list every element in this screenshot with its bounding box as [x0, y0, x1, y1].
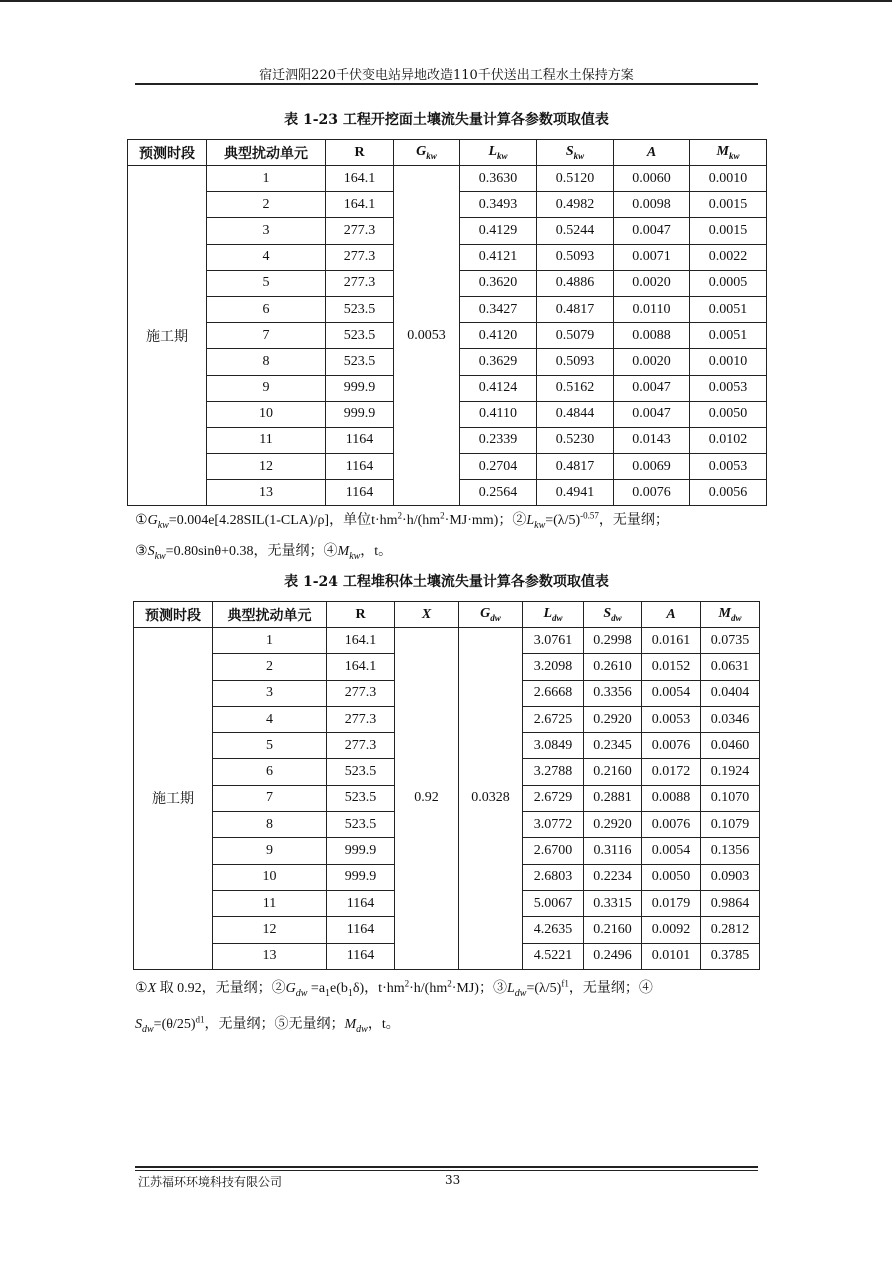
unit-cell: 2: [207, 192, 326, 218]
m-cell: 0.0050: [690, 401, 767, 427]
l-cell: 0.2339: [460, 427, 537, 453]
m-cell: 0.0051: [690, 296, 767, 322]
s-cell: 0.3116: [584, 838, 642, 864]
m-cell: 0.1356: [701, 838, 760, 864]
m-cell: 0.0015: [690, 218, 767, 244]
m-cell: 0.0460: [701, 733, 760, 759]
a-cell: 0.0071: [614, 244, 690, 270]
header-a: A: [642, 602, 701, 628]
unit-cell: 9: [213, 838, 327, 864]
x-cell: 0.92: [395, 628, 459, 970]
l-cell: 5.0067: [523, 890, 584, 916]
header-l: $L_{kw}$: [460, 140, 537, 166]
r-cell: 164.1: [327, 628, 395, 654]
r-cell: 1164: [326, 454, 394, 480]
a-cell: 0.0047: [614, 375, 690, 401]
footer-company: 江苏福环环境科技有限公司: [138, 1175, 283, 1189]
r-cell: 523.5: [326, 296, 394, 322]
l-cell: 2.6668: [523, 680, 584, 706]
s-cell: 0.2160: [584, 917, 642, 943]
r-cell: 1164: [327, 943, 395, 969]
footer-rule-thin: [135, 1170, 758, 1171]
a-cell: 0.0076: [642, 812, 701, 838]
a-cell: 0.0060: [614, 166, 690, 192]
m-cell: 0.0010: [690, 349, 767, 375]
header-unit: 典型扰动单元: [213, 602, 327, 628]
s-cell: 0.2610: [584, 654, 642, 680]
r-cell: 164.1: [327, 654, 395, 680]
a-cell: 0.0110: [614, 296, 690, 322]
s-cell: 0.4844: [537, 401, 614, 427]
l-cell: 0.2704: [460, 454, 537, 480]
unit-cell: 3: [207, 218, 326, 244]
top-border: [0, 0, 892, 2]
unit-cell: 5: [207, 270, 326, 296]
m-cell: 0.0404: [701, 680, 760, 706]
r-cell: 164.1: [326, 166, 394, 192]
m-cell: 0.0015: [690, 192, 767, 218]
s-cell: 0.5120: [537, 166, 614, 192]
l-cell: 3.2788: [523, 759, 584, 785]
period-cell: 施工期: [128, 166, 207, 506]
a-cell: 0.0047: [614, 401, 690, 427]
m-cell: 0.0631: [701, 654, 760, 680]
unit-cell: 13: [207, 480, 326, 506]
table-1-23-note-1: $①G_{kw}=0.004e[4.28SIL(1-CLA)/\rho]$，单位$t\cdot hm^2\cdot h/(hm^2\cdot MJ\cdot mm)$；$②L_{kw}=(\lambda/5)^{-0.57}$，无量纲；: [135, 510, 669, 531]
l-cell: 0.3630: [460, 166, 537, 192]
s-cell: 0.5244: [537, 218, 614, 244]
unit-cell: 10: [207, 401, 326, 427]
g-cell: 0.0053: [394, 166, 460, 506]
unit-cell: 6: [213, 759, 327, 785]
r-cell: 999.9: [326, 401, 394, 427]
s-cell: 0.5230: [537, 427, 614, 453]
unit-cell: 3: [213, 680, 327, 706]
a-cell: 0.0076: [614, 480, 690, 506]
r-cell: 277.3: [326, 244, 394, 270]
m-cell: 0.0022: [690, 244, 767, 270]
r-cell: 1164: [327, 890, 395, 916]
m-cell: 0.1079: [701, 812, 760, 838]
r-cell: 164.1: [326, 192, 394, 218]
l-cell: 2.6803: [523, 864, 584, 890]
r-cell: 277.3: [327, 706, 395, 732]
r-cell: 277.3: [326, 218, 394, 244]
header-m: $M_{kw}$: [690, 140, 767, 166]
table-header-row: [134, 602, 760, 628]
l-cell: 3.0772: [523, 812, 584, 838]
page-header: 宿迁泗阳220千伏变电站异地改造110千伏送出工程水土保持方案: [259, 68, 634, 83]
m-cell: 0.0051: [690, 323, 767, 349]
footer-rule: [135, 1166, 758, 1168]
s-cell: 0.3315: [584, 890, 642, 916]
r-cell: 277.3: [327, 680, 395, 706]
r-cell: 1164: [326, 480, 394, 506]
s-cell: 0.5079: [537, 323, 614, 349]
unit-cell: 13: [213, 943, 327, 969]
s-cell: 0.2920: [584, 812, 642, 838]
s-cell: 0.4982: [537, 192, 614, 218]
l-cell: 3.0761: [523, 628, 584, 654]
a-cell: 0.0076: [642, 733, 701, 759]
header-r: R: [327, 602, 395, 628]
m-cell: 0.0056: [690, 480, 767, 506]
r-cell: 999.9: [327, 838, 395, 864]
table-1-24-note-2: $S_{dw}=(\theta/25)^{d1}$，无量纲；⑤无量纲；$M_{dw}$，t。: [135, 1014, 400, 1035]
s-cell: 0.2920: [584, 706, 642, 732]
l-cell: 0.3493: [460, 192, 537, 218]
s-cell: 0.2881: [584, 785, 642, 811]
l-cell: 0.3629: [460, 349, 537, 375]
l-cell: 3.2098: [523, 654, 584, 680]
a-cell: 0.0054: [642, 680, 701, 706]
m-cell: 0.1070: [701, 785, 760, 811]
table-1-23: [127, 139, 767, 506]
header-s: $S_{dw}$: [584, 602, 642, 628]
a-cell: 0.0047: [614, 218, 690, 244]
l-cell: 0.2564: [460, 480, 537, 506]
l-cell: 0.4121: [460, 244, 537, 270]
header-x: X: [395, 602, 459, 628]
r-cell: 999.9: [326, 375, 394, 401]
s-cell: 0.4941: [537, 480, 614, 506]
period-cell: 施工期: [134, 628, 213, 970]
l-cell: 0.3620: [460, 270, 537, 296]
table-header-row: [128, 140, 767, 166]
m-cell: 0.0102: [690, 427, 767, 453]
l-cell: 0.3427: [460, 296, 537, 322]
l-cell: 2.6725: [523, 706, 584, 732]
header-period: 预测时段: [134, 602, 213, 628]
unit-cell: 8: [213, 812, 327, 838]
r-cell: 277.3: [327, 733, 395, 759]
a-cell: 0.0098: [614, 192, 690, 218]
a-cell: 0.0179: [642, 890, 701, 916]
a-cell: 0.0152: [642, 654, 701, 680]
a-cell: 0.0143: [614, 427, 690, 453]
l-cell: 4.2635: [523, 917, 584, 943]
a-cell: 0.0020: [614, 349, 690, 375]
a-cell: 0.0092: [642, 917, 701, 943]
s-cell: 0.2998: [584, 628, 642, 654]
s-cell: 0.5162: [537, 375, 614, 401]
r-cell: 523.5: [327, 759, 395, 785]
unit-cell: 12: [213, 917, 327, 943]
m-cell: 0.9864: [701, 890, 760, 916]
a-cell: 0.0161: [642, 628, 701, 654]
table-1-24-note-1: ①X 取 0.92，无量纲；$②G_{dw} =a_1e(b_1\delta)$，$t\cdot hm^2\cdot h/(hm^2\cdot MJ)$；$③L_{dw}=(\lambda/5)^{f1}$，无量纲；④: [135, 978, 653, 999]
r-cell: 523.5: [327, 812, 395, 838]
header-unit: 典型扰动单元: [207, 140, 326, 166]
m-cell: 0.0346: [701, 706, 760, 732]
page-number: 33: [445, 1173, 461, 1187]
unit-cell: 4: [207, 244, 326, 270]
header-rule: [135, 83, 758, 85]
m-cell: 0.0053: [690, 375, 767, 401]
unit-cell: 8: [207, 349, 326, 375]
r-cell: 523.5: [326, 349, 394, 375]
r-cell: 999.9: [327, 864, 395, 890]
r-cell: 523.5: [326, 323, 394, 349]
a-cell: 0.0101: [642, 943, 701, 969]
unit-cell: 1: [207, 166, 326, 192]
s-cell: 0.2234: [584, 864, 642, 890]
a-cell: 0.0053: [642, 706, 701, 732]
l-cell: 0.4124: [460, 375, 537, 401]
g-cell: 0.0328: [459, 628, 523, 970]
unit-cell: 5: [213, 733, 327, 759]
l-cell: 0.4110: [460, 401, 537, 427]
table-1-23-note-2: $③S_{kw}=0.80\sin\theta+0.38$，无量纲；$④M_{kw}$，t。: [135, 544, 393, 562]
unit-cell: 2: [213, 654, 327, 680]
s-cell: 0.2160: [584, 759, 642, 785]
unit-cell: 11: [213, 890, 327, 916]
unit-cell: 12: [207, 454, 326, 480]
a-cell: 0.0088: [614, 323, 690, 349]
a-cell: 0.0020: [614, 270, 690, 296]
a-cell: 0.0050: [642, 864, 701, 890]
unit-cell: 7: [213, 785, 327, 811]
a-cell: 0.0054: [642, 838, 701, 864]
s-cell: 0.5093: [537, 349, 614, 375]
unit-cell: 10: [213, 864, 327, 890]
header-a: A: [614, 140, 690, 166]
s-cell: 0.5093: [537, 244, 614, 270]
s-cell: 0.2496: [584, 943, 642, 969]
l-cell: 0.4129: [460, 218, 537, 244]
unit-cell: 4: [213, 706, 327, 732]
header-r: R: [326, 140, 394, 166]
l-cell: 0.4120: [460, 323, 537, 349]
s-cell: 0.4817: [537, 454, 614, 480]
s-cell: 0.4886: [537, 270, 614, 296]
header-period: 预测时段: [128, 140, 207, 166]
table-row: [134, 628, 760, 654]
unit-cell: 7: [207, 323, 326, 349]
l-cell: 3.0849: [523, 733, 584, 759]
a-cell: 0.0088: [642, 785, 701, 811]
header-m: $M_{dw}$: [701, 602, 760, 628]
m-cell: 0.1924: [701, 759, 760, 785]
s-cell: 0.2345: [584, 733, 642, 759]
table-1-23-caption: 表 1-23 工程开挖面土壤流失量计算各参数项取值表: [284, 112, 609, 128]
table-1-24-caption: 表 1-24 工程堆积体土壤流失量计算各参数项取值表: [284, 574, 609, 590]
s-cell: 0.4817: [537, 296, 614, 322]
header-s: $S_{kw}$: [537, 140, 614, 166]
s-cell: 0.3356: [584, 680, 642, 706]
header-g: $G_{dw}$: [459, 602, 523, 628]
m-cell: 0.0053: [690, 454, 767, 480]
l-cell: 2.6700: [523, 838, 584, 864]
m-cell: 0.3785: [701, 943, 760, 969]
l-cell: 2.6729: [523, 785, 584, 811]
r-cell: 1164: [326, 427, 394, 453]
m-cell: 0.0735: [701, 628, 760, 654]
a-cell: 0.0069: [614, 454, 690, 480]
header-g: $G_{kw}$: [394, 140, 460, 166]
unit-cell: 1: [213, 628, 327, 654]
unit-cell: 9: [207, 375, 326, 401]
m-cell: 0.0005: [690, 270, 767, 296]
table-1-24: [133, 601, 760, 970]
table-row: [128, 166, 767, 192]
header-l: $L_{dw}$: [523, 602, 584, 628]
r-cell: 277.3: [326, 270, 394, 296]
l-cell: 4.5221: [523, 943, 584, 969]
r-cell: 1164: [327, 917, 395, 943]
unit-cell: 11: [207, 427, 326, 453]
m-cell: 0.0010: [690, 166, 767, 192]
m-cell: 0.0903: [701, 864, 760, 890]
unit-cell: 6: [207, 296, 326, 322]
r-cell: 523.5: [327, 785, 395, 811]
a-cell: 0.0172: [642, 759, 701, 785]
m-cell: 0.2812: [701, 917, 760, 943]
